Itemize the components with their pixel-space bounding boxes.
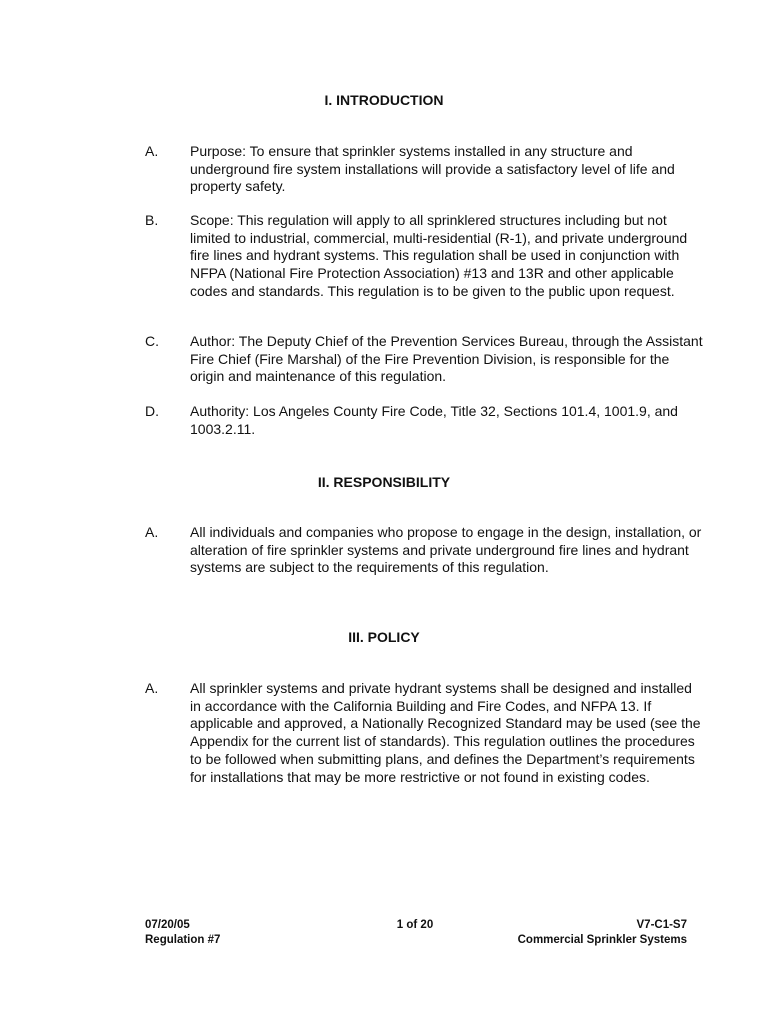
item-text: Authority: Los Angeles County Fire Code, Title 32, Sections 101.4, 1001.9, and 1003.2.11. (190, 403, 678, 437)
footer-page-number: 1 of 20 (396, 919, 434, 931)
item-text: Author: The Deputy Chief of the Prevention Services Bureau, through the Assistant Fire Chief (Fire Marshal) of the Fire Prevention Division, is responsible for the origin and maintenance of this regulation. (190, 333, 703, 385)
intro-item-purpose (145, 143, 705, 196)
item-letter: C. (145, 333, 159, 349)
footer-right (518, 918, 687, 948)
item-text: All sprinkler systems and private hydrant systems shall be designed and installed in accordance with the California Building and Fire Codes, and NFPA 13. If applicable and approved, a Nationally Recognized Standard may be used (see the Appendix for the current list of standards). This regulation outlines the procedures to be followed when submitting plans, and defines the Department’s requirements for installations that may be more restrictive or not found in existing codes. (190, 680, 701, 785)
intro-item-authority (145, 403, 705, 438)
item-text: All individuals and companies who propose to engage in the design, installation, or alteration of fire sprinkler systems and private underground fire lines and hydrant systems are subject to the requirements of this regulation. (190, 524, 702, 576)
policy-item-a (145, 680, 705, 786)
footer-code: V7-C1-S7 (636, 919, 687, 931)
section-heading-responsibility: II. RESPONSIBILITY (317, 474, 451, 490)
intro-item-scope (145, 212, 705, 301)
item-letter: D. (145, 403, 159, 419)
item-letter: A. (145, 524, 159, 540)
item-text: Purpose: To ensure that sprinkler systems installed in any structure and underground fire system installations will provide a satisfactory level of life and property safety. (190, 143, 675, 195)
intro-item-author (145, 333, 705, 386)
item-letter: A. (145, 143, 159, 159)
section-heading-policy: III. POLICY (348, 629, 420, 645)
item-letter: A. (145, 680, 159, 696)
section-heading-introduction: I. INTRODUCTION (324, 92, 444, 108)
footer-title: Commercial Sprinkler Systems (517, 934, 687, 946)
item-text: Scope: This regulation will apply to all sprinklered structures including but not limited to industrial, commercial, multi-residential (R-1), and private underground fire lines and hydrant systems. This regulation shall be used in conjunction with NFPA (National Fire Protection Association) #13 and 13R and other applicable codes and standards. This regulation is to be given to the public upon request. (190, 212, 688, 299)
footer-date: 07/20/05 (145, 919, 190, 931)
item-letter: B. (145, 212, 159, 228)
responsibility-item-a (145, 524, 705, 577)
footer-regulation: Regulation #7 (145, 934, 221, 946)
